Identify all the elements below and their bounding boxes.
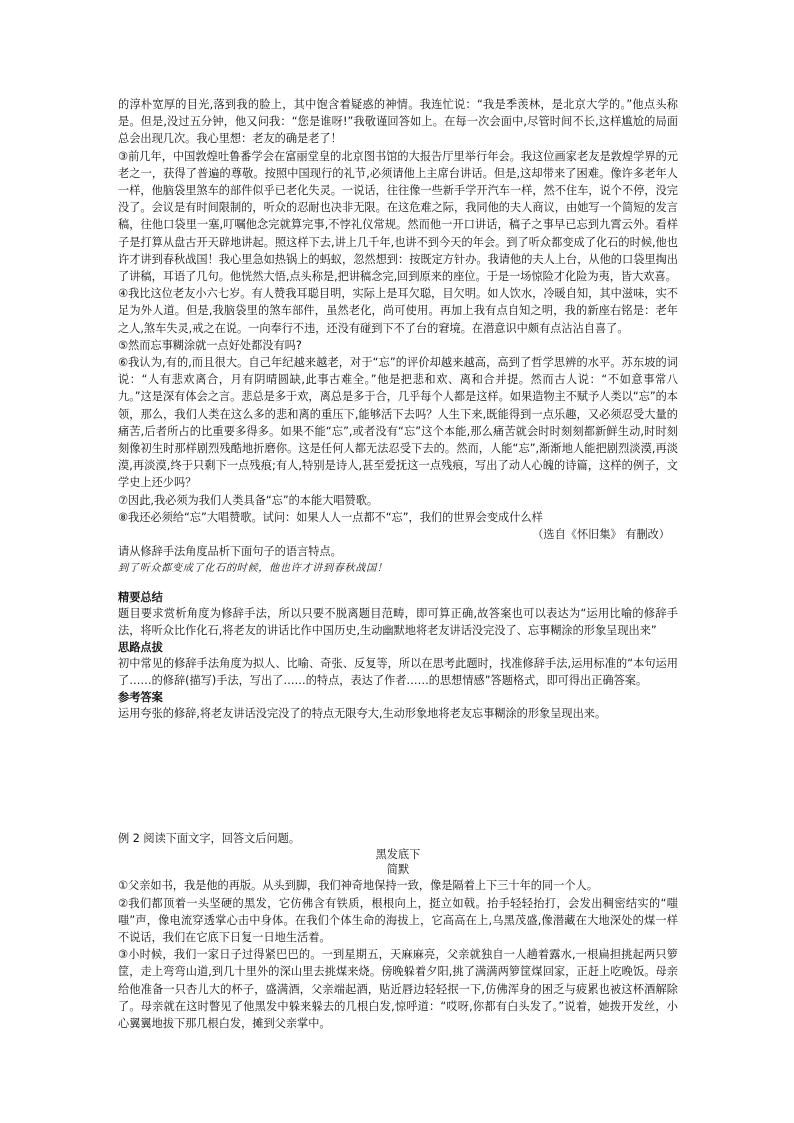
- article-paragraph-7: ⑦因此,我必须为我们人类具备“忘”的本能大唱赞歌。: [118, 493, 379, 507]
- article-title: 黑发底下: [375, 848, 421, 862]
- article-paragraph-2: 的淳朴宽厚的目光,落到我的脸上，其中饱含着疑惑的神情。我连忙说：“我是季羡林，是北京大学的。”他点头称是。但是,没过五分钟，他又问我：“您是谁呀!”我敬谨回答如上。在每一次会面中,尽管时间不长,这样尴尬的局面总会出现几次。我心里想：老友的确是老了！: [118, 98, 678, 146]
- article-source: （选自《怀旧集》 有删改）: [532, 528, 670, 542]
- answer-text: 运用夸张的修辞,将老友讲话没完没了的特点无限夸大,生动形象地将老友忘事糊涂的形象呈现出来。: [118, 707, 607, 720]
- article-paragraph-8: ⑧我还必须给“忘”大唱赞歌。试问：如果人人一点都不“忘”，我们的世界会变成什么样: [118, 510, 543, 524]
- example-paragraph-3: ③小时候，我们一家日子过得紧巴巴的。一到星期五，天麻麻亮，父亲就独自一人趟着露水,一根扁担挑起两只箩筐，走上弯弯山道,到几十里外的深山里去挑煤来烧。傍晚躲着夕阳,挑了满满两箩筐煤回家，正赶上吃晚饭。母亲给他准备一只杏儿大的杯子，盛满酒，父亲端起酒，贴近唇边轻轻抿一下,仿佛浑身的困乏与疲累也被这杯酒解除了。母亲就在这时瞥见了他黑发中躲来躲去的几根白发,惊呼道：“哎呀,你都有白头发了。”说着，她拨开发丝，小心翼翼地拔下那几根白发，摊到父亲掌中。: [118, 948, 678, 1031]
- document-page: [118, 96, 678, 1032]
- answer-heading: 参考答案: [118, 690, 163, 704]
- summary-text: 题目要求赏析角度为修辞手法，所以只要不脱离题目范畴，即可算正确,故答案也可以表达为“运用比喻的修辞手法，将听众比作化石,将老友的讲话比作中国历史,生动幽默地将老友讲话没完没了、忘事糊涂的形象呈现出来”: [118, 607, 678, 638]
- article-paragraph-6: ⑥我认为,有的,而且很大。自己年纪越来越老，对于“忘”的评价却越来越高，高到了哲学思辨的水平。苏东坡的词说：“人有悲欢离合，月有阴晴圆缺,此事古难全。”他是把悲和欢、离和合并提。然而古人说：“不如意事常八九。”这是深有体会之言。悲总是多于欢，离总是多于合，几乎每个人都是这样。如果造物主不赋予人类以“忘”的本领，那么，我们人类在这么多的悲和离的重压下,能够活下去吗？人生下来,既能得到一点乐趣，又必须忍受大量的痛苦,后者所占的比重要多得多。如果不能“忘”,或者没有“忘”这个本能,那么痛苦就会时时刻刻都新鲜生动,时时刻刻像初生时那样剧烈残酷地折磨你。这是任何人都无法忍受下去的。然而，人能“忘”,渐渐地人能把剧烈淡漠,再淡漠,再淡漠,终于只剩下一点残痕;有人,特别是诗人,甚至爱抚这一点残痕，写出了动人心魄的诗篇，这样的例子，文学史上还少吗？: [118, 356, 678, 490]
- article-paragraph-3: ③前几年，中国敦煌吐鲁番学会在富丽堂皇的北京图书馆的大报告厅里举行年会。我这位画家老友是敦煌学界的元老之一，获得了普遍的尊敬。按照中国现行的礼节,必须请他上主席台讲话。但是,这却带来了困难。像许多老年人一样，他脑袋里煞车的部件似乎已老化失灵。一说话，往往像一些新手学开汽车一样，然不住车，说个不停，没完没了。会议是有时间限制的，听众的忍耐也决非无限。在这危难之际，我同他的夫人商议，由她写一个简短的发言稿，往他口袋里一塞,叮嘱他念完就算完事,不悖礼仪常规。然而他一开口讲话，稿子之事早已忘到九霄云外。看样子是打算从盘古开天辟地讲起。照这样下去,讲上几千年,也讲不到今天的年会。到了听众都变成了化石的时候,他也许才讲到春秋战国！我心里急如热锅上的蚂蚁，忽然想到：按既定方针办。我请他的夫人上台，从他的口袋里掏出了讲稿，耳语了几句。他恍然大悟,点头称是,把讲稿念完,回到原来的座位。于是一场惊险才化险为夷，皆大欢喜。: [118, 149, 678, 284]
- quoted-sentence: 到了听众都变成了化石的时候，他也许才讲到春秋战国！: [118, 563, 388, 575]
- summary-heading: 精要总结: [118, 590, 163, 604]
- example-paragraph-1: ①父亲如书，我是他的再版。从头到脚，我们神奇地保持一致，像是隔着上下三十年的同一个人。: [118, 879, 598, 893]
- example-intro: 例 2 阅读下面文字，回答文后问题。: [118, 832, 301, 846]
- example-paragraph-2: ②我们都顶着一头坚硬的黑发，它仿佛含有铁质，根根向上，挺立如戟。抬手轻轻抬打，会发出稠密结实的“嗤嗤”声，像电流穿透掌心击中身体。在我们个体生命的海拔上，它高高在上,乌黑茂盛,像潜藏在大地深处的煤一样不说话，我们在它底下日复一日地生活着。: [118, 896, 678, 945]
- spacer: [118, 722, 678, 830]
- question-text: 请从修辞手法角度品析下面句子的语言特点。: [118, 545, 342, 559]
- article-paragraph-4: ④我比这位老友小六七岁。有人赞我耳聪目明，实际上是耳欠聪，目欠明。如人饮水，冷暖自知，其中滋味，实不足为外人道。但是,我脑袋里的煞车部件，虽然老化，尚可使用。再加上我有点自知之明，我的新座右铭是：老年之人,煞车失灵,戒之在说。一向奉行不违，还没有碰到下不了台的窘境。在潜意识中颇有点沾沾自喜了。: [118, 287, 678, 335]
- spacer: [118, 578, 678, 590]
- tips-heading: 思路点拔: [118, 640, 163, 654]
- article-author: 简默: [386, 863, 410, 877]
- tips-text: 初中常见的修辞手法角度为拟人、比喻、奇张、反复等，所以在思考此题时，找准修辞手法,运用标准的“本句运用了……的修辞(描写)手法，写出了……的特点，表达了作者……的思想情感”答题格式，即可得出正确答案。: [118, 657, 678, 688]
- article-paragraph-5: ⑤然而忘事糊涂就一点好处都没有吗?: [118, 338, 302, 352]
